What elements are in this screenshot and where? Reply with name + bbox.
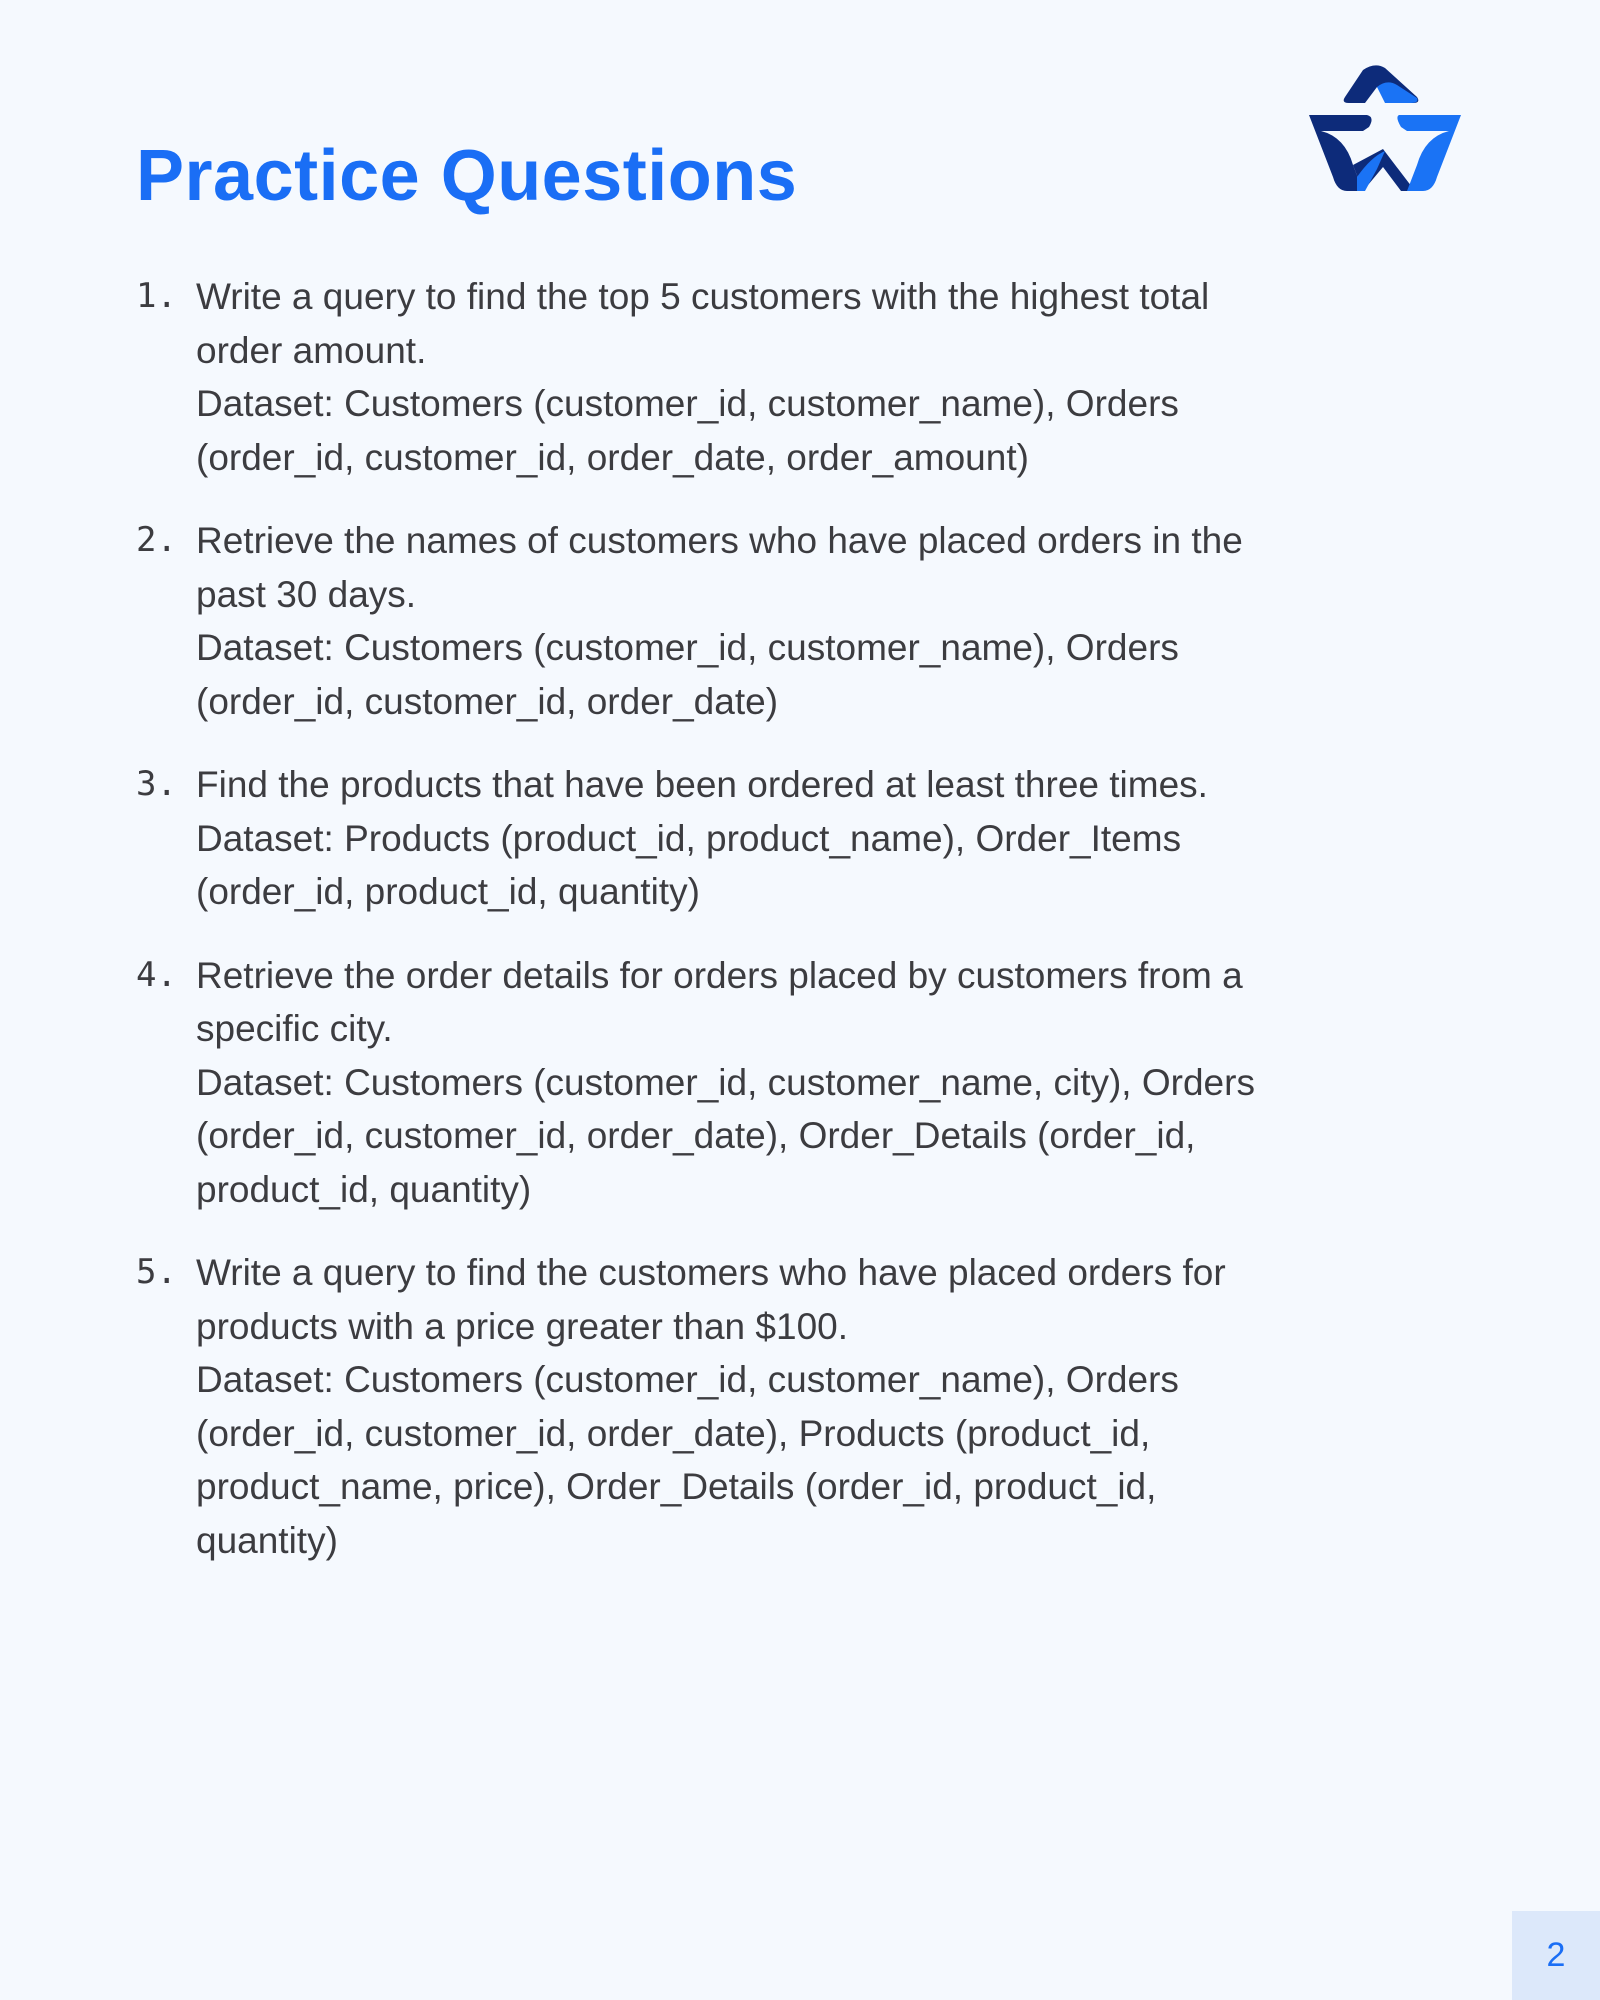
star-logo-icon xyxy=(1305,65,1465,200)
dataset-line: quantity) xyxy=(196,1519,338,1561)
question-item xyxy=(136,514,1466,728)
dataset-line: Dataset: Products (product_id, product_name), Order_Items xyxy=(196,817,1182,859)
dataset-line: product_id, quantity) xyxy=(196,1168,532,1210)
dataset-line: (order_id, customer_id, order_date), Order_Details (order_id, xyxy=(196,1115,1196,1156)
question-line: order amount. xyxy=(196,329,427,371)
dataset-line: Dataset: Customers (customer_id, customer_name), Orders xyxy=(196,383,1179,424)
question-number: 3. xyxy=(136,764,177,804)
question-number: 4. xyxy=(136,954,177,995)
question-line: Write a query to find the customers who have placed orders for xyxy=(196,1252,1226,1293)
dataset-line: (order_id, product_id, quantity) xyxy=(196,871,700,912)
page-number-badge xyxy=(1512,1911,1600,2000)
dataset-line: (order_id, customer_id, order_date) xyxy=(196,680,779,722)
dataset-line: product_name, price), Order_Details (order_id, product_id, xyxy=(196,1466,1157,1507)
dataset-line: (order_id, customer_id, order_date, order_amount) xyxy=(196,436,1029,478)
dataset-line: (order_id, customer_id, order_date), Products (product_id, xyxy=(196,1412,1151,1454)
question-item xyxy=(136,1246,1466,1567)
question-line: Write a query to find the top 5 customers with the highest total xyxy=(196,276,1210,317)
question-line: Retrieve the order details for orders placed by customers from a xyxy=(196,954,1243,996)
question-number: 1. xyxy=(136,276,177,316)
page-number: 2 xyxy=(1546,1936,1566,1974)
dataset-line: Dataset: Customers (customer_id, customer_name), Orders xyxy=(196,627,1179,668)
question-item xyxy=(136,270,1466,484)
question-line: products with a price greater than $100. xyxy=(196,1305,848,1347)
question-number: 2. xyxy=(136,520,177,560)
question-list xyxy=(136,270,1466,1597)
question-item xyxy=(136,758,1466,919)
question-line: specific city. xyxy=(196,1008,393,1049)
page-title: Practice Questions xyxy=(136,136,798,216)
question-line: past 30 days. xyxy=(196,573,417,615)
dataset-line: Dataset: Customers (customer_id, customer_name, city), Orders xyxy=(196,1061,1255,1103)
question-line: Find the products that have been ordered at least three times. xyxy=(196,764,1208,805)
question-number: 5. xyxy=(136,1252,177,1292)
question-item xyxy=(136,949,1466,1217)
dataset-line: Dataset: Customers (customer_id, customer_name), Orders xyxy=(196,1359,1179,1400)
question-line: Retrieve the names of customers who have placed orders in the xyxy=(196,520,1243,561)
